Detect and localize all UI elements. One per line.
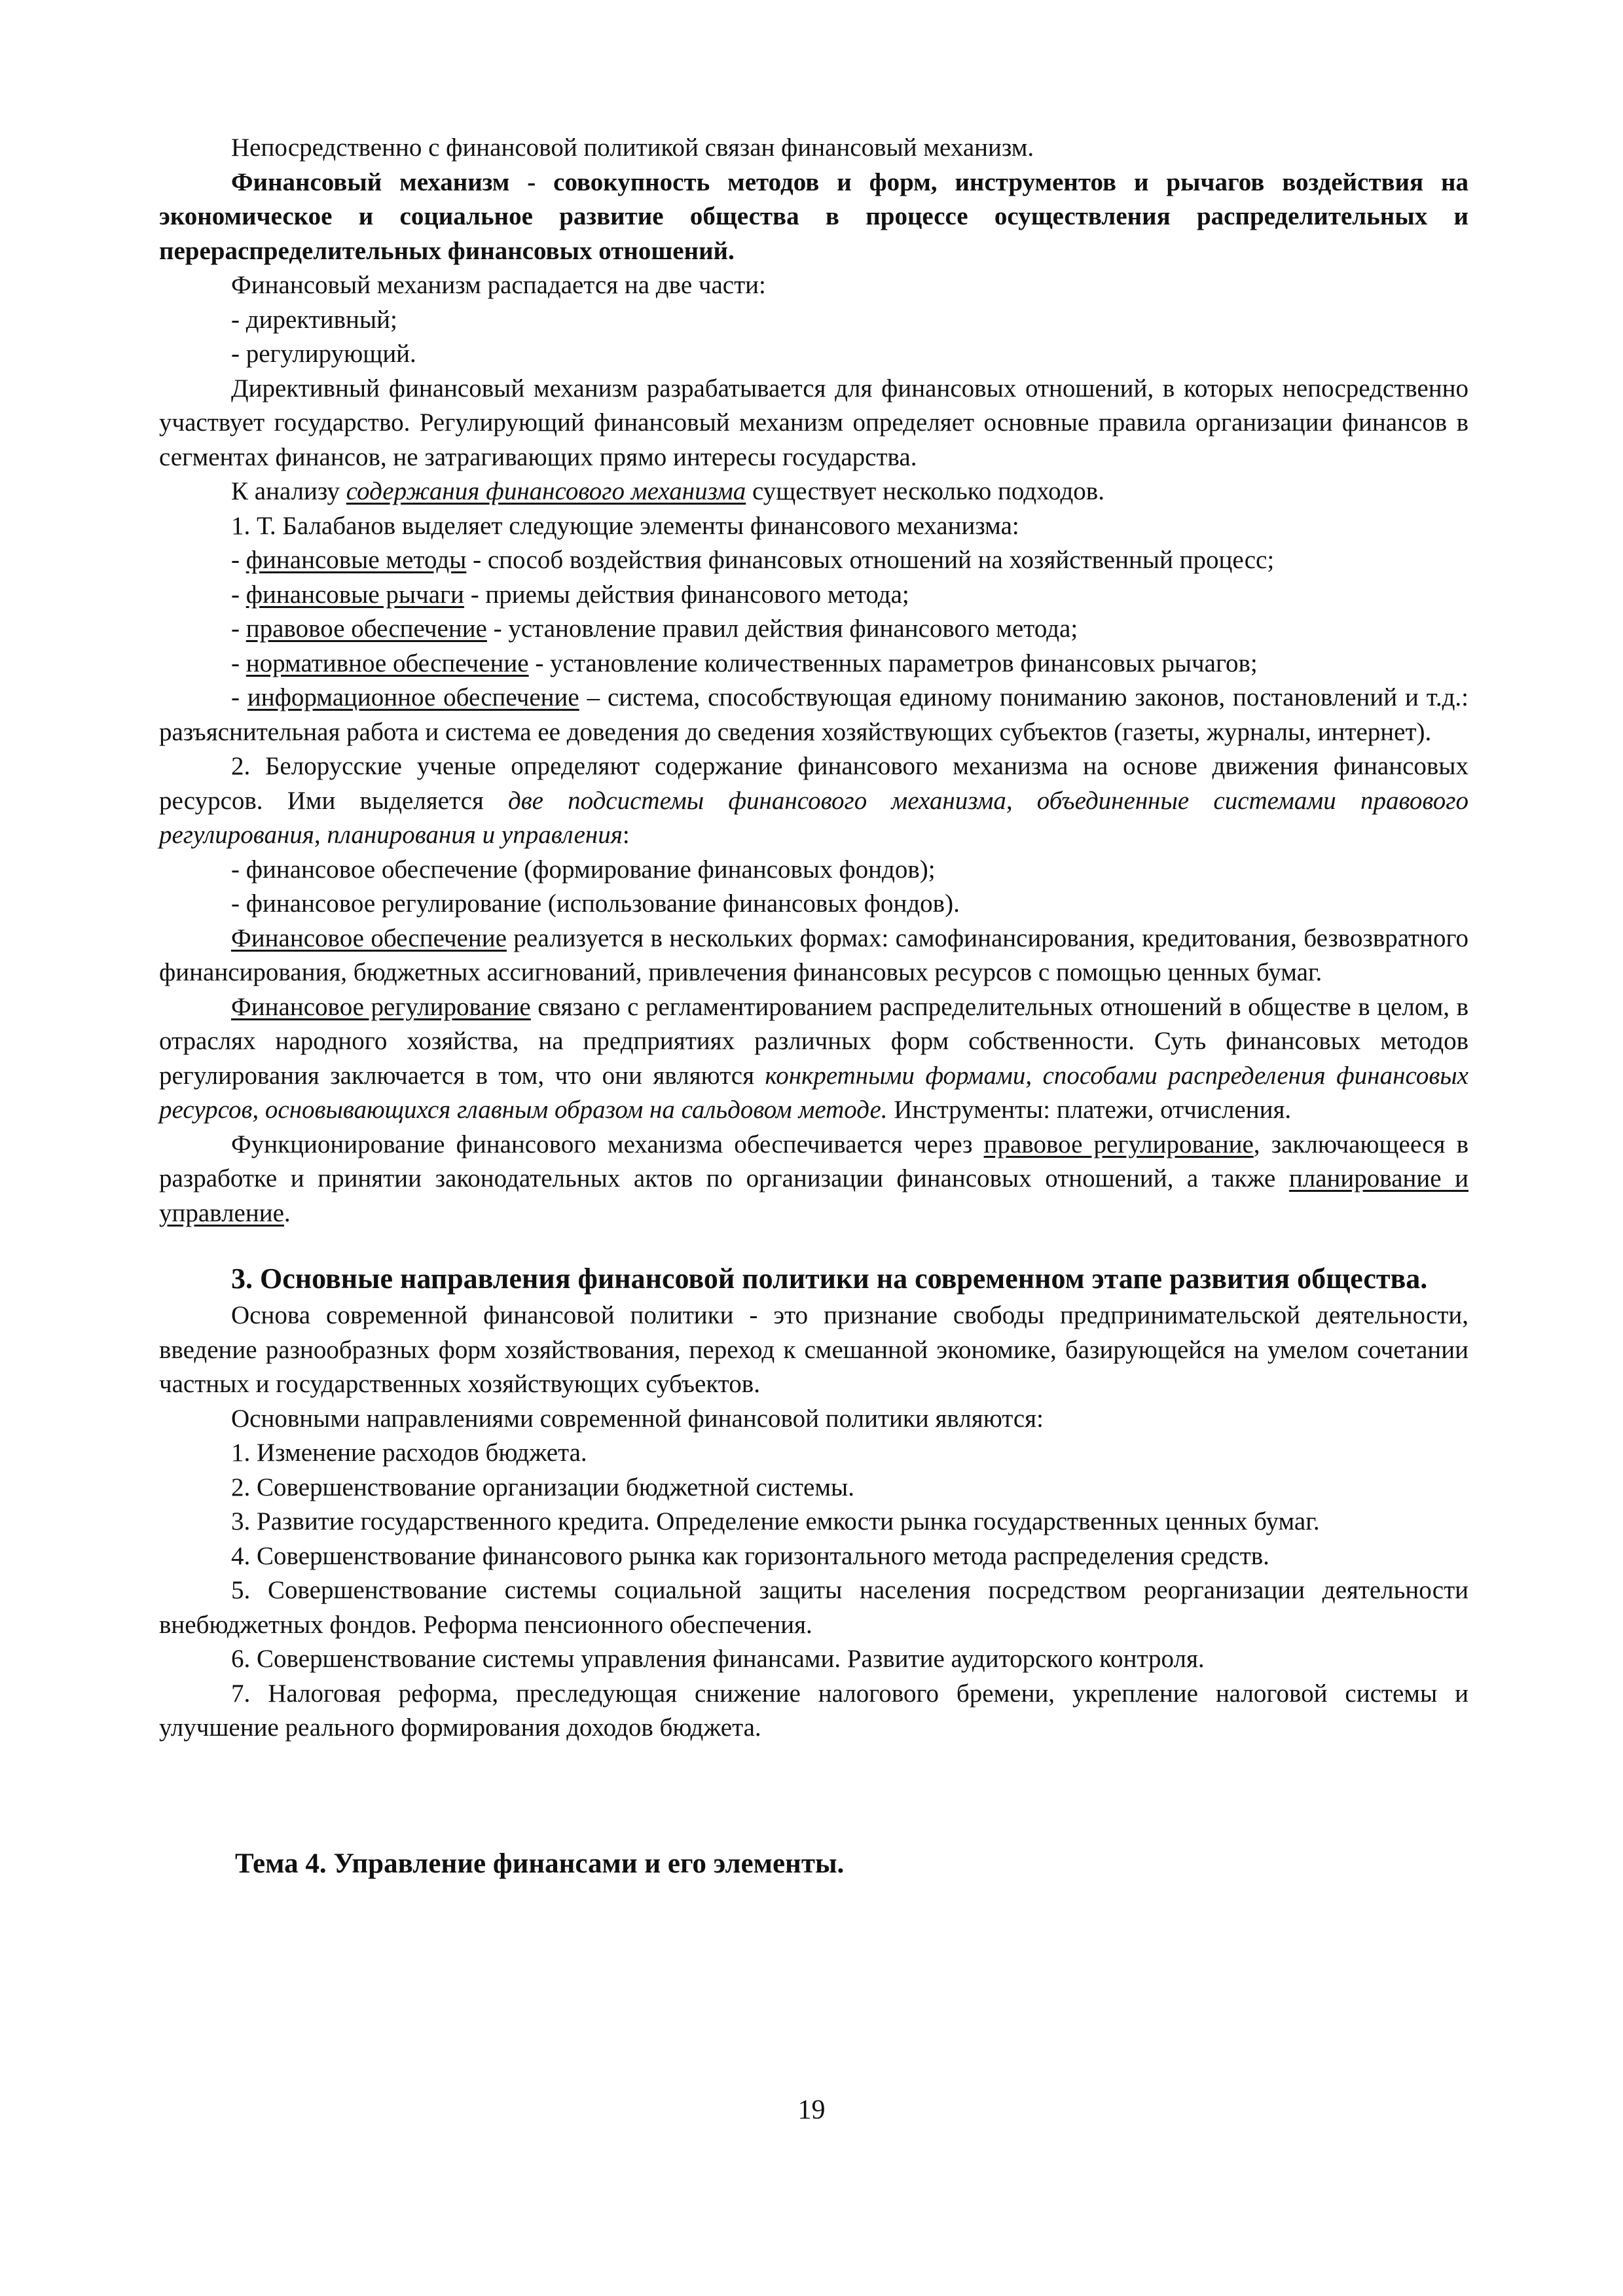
page-number: 19	[797, 2095, 826, 2125]
list-item: 1. Изменение расходов бюджета.	[231, 1439, 587, 1467]
list-item: - нормативное обеспечение - установление количественных параметров финансовых рычагов;	[231, 649, 1258, 677]
paragraph-functioning: Функционирование финансового механизма обеспечивается через правовое регулирование, заключающееся в разработке и принятии законодательных актов по организации финансовых отношений, а также планирование и управление.	[159, 1130, 1468, 1227]
list-item: 5. Совершенствование системы социальной защиты населения посредством реорганизации деятельности внебюджетных фондов. Реформа пенсионного обеспечения.	[159, 1576, 1468, 1639]
list-item: - регулирующий.	[231, 340, 416, 368]
document-page	[159, 131, 1468, 1881]
list-item: - финансовое регулирование (использование финансовых фондов).	[231, 889, 960, 918]
list-item: - информационное обеспечение – система, способствующая единому пониманию законов, постановлений и т.д.: разъяснительная работа и система ее доведения до сведения хозяйствующих субъектов (газеты, журналы, интернет).	[159, 683, 1468, 746]
definition-financial-mechanism: Финансовый механизм - совокупность методов и форм, инструментов и рычагов воздействия на экономическое и социальное развитие общества в процессе осуществления распределительных и перераспределительных финансовых отношений.	[159, 168, 1468, 265]
list-item: - финансовые методы - способ воздействия финансовых отношений на хозяйственный процесс;	[231, 546, 1275, 574]
paragraph-intro: Непосредственно с финансовой политикой связан финансовый механизм.	[231, 134, 1034, 162]
paragraph-financial-provision: Финансовое обеспечение реализуется в нескольких формах: самофинансирования, кредитования, безвозвратного финансирования, бюджетных ассигнований, привлечения финансовых ресурсов с помощью ценных бумаг.	[159, 924, 1468, 986]
paragraph-balabanov: 1. Т. Балабанов выделяет следующие элементы финансового механизма:	[231, 511, 1019, 540]
list-item: - финансовые рычаги - приемы действия финансового метода;	[231, 580, 909, 609]
list-item: 7. Налоговая реформа, преследующая снижение налогового бремени, укрепление налоговой системы и улучшение реального формирования доходов бюджета.	[159, 1679, 1468, 1742]
list-item: - правовое обеспечение - установление правил действия финансового метода;	[231, 615, 1078, 643]
paragraph-basis: Основа современной финансовой политики - это признание свободы предпринимательской деятельности, введение разнообразных форм хозяйствования, переход к смешанной экономике, базирующейся на умелом сочетании частных и государственных хозяйствующих субъектов.	[159, 1301, 1468, 1398]
list-item: 6. Совершенствование системы управления финансами. Развитие аудиторского контроля.	[231, 1645, 1205, 1673]
list-item: - финансовое обеспечение (формирование финансовых фондов);	[231, 855, 936, 884]
paragraph-directive: Директивный финансовый механизм разрабатывается для финансовых отношений, в которых непосредственно участвует государство. Регулирующий финансовый механизм определяет основные правила организации финансов в сегментах финансов, не затрагивающих прямо интересы государства.	[159, 374, 1468, 471]
section-heading: 3. Основные направления финансовой политики на современном этапе развития общества.	[231, 1263, 1428, 1295]
paragraph-approaches: К анализу содержания финансового механизма существует несколько подходов.	[231, 477, 1104, 505]
paragraph-financial-regulation: Финансовое регулирование связано с регламентированием распределительных отношений в обществе в целом, в отраслях народного хозяйства, на предприятиях различных форм собственности. Суть финансовых методов регулирования заключается в том, что они являются конкретными формами, способами распределения финансовых ресурсов, основывающихся главным образом на сальдовом методе. Инструменты: платежи, отчисления.	[159, 992, 1469, 1124]
list-item: 3. Развитие государственного кредита. Определение емкости рынка государственных ценных бумаг.	[231, 1507, 1320, 1535]
list-item: - директивный;	[231, 305, 397, 334]
paragraph-two-parts: Финансовый механизм распадается на две части:	[231, 271, 766, 299]
list-item: 4. Совершенствование финансового рынка как горизонтального метода распределения средств.	[231, 1541, 1269, 1570]
spacer	[159, 1746, 1468, 1847]
paragraph-directions-intro: Основными направлениями современной финансовой политики являются:	[231, 1404, 1044, 1433]
list-item: 2. Совершенствование организации бюджетной системы.	[231, 1473, 854, 1501]
paragraph-belarus: 2. Белорусские ученые определяют содержание финансового механизма на основе движения финансовых ресурсов. Ими выделяется две подсистемы финансового механизма, объединенные системами правового регулирования, планирования и управления:	[159, 752, 1468, 849]
topic-heading: Тема 4. Управление финансами и его элементы.	[235, 1848, 845, 1879]
